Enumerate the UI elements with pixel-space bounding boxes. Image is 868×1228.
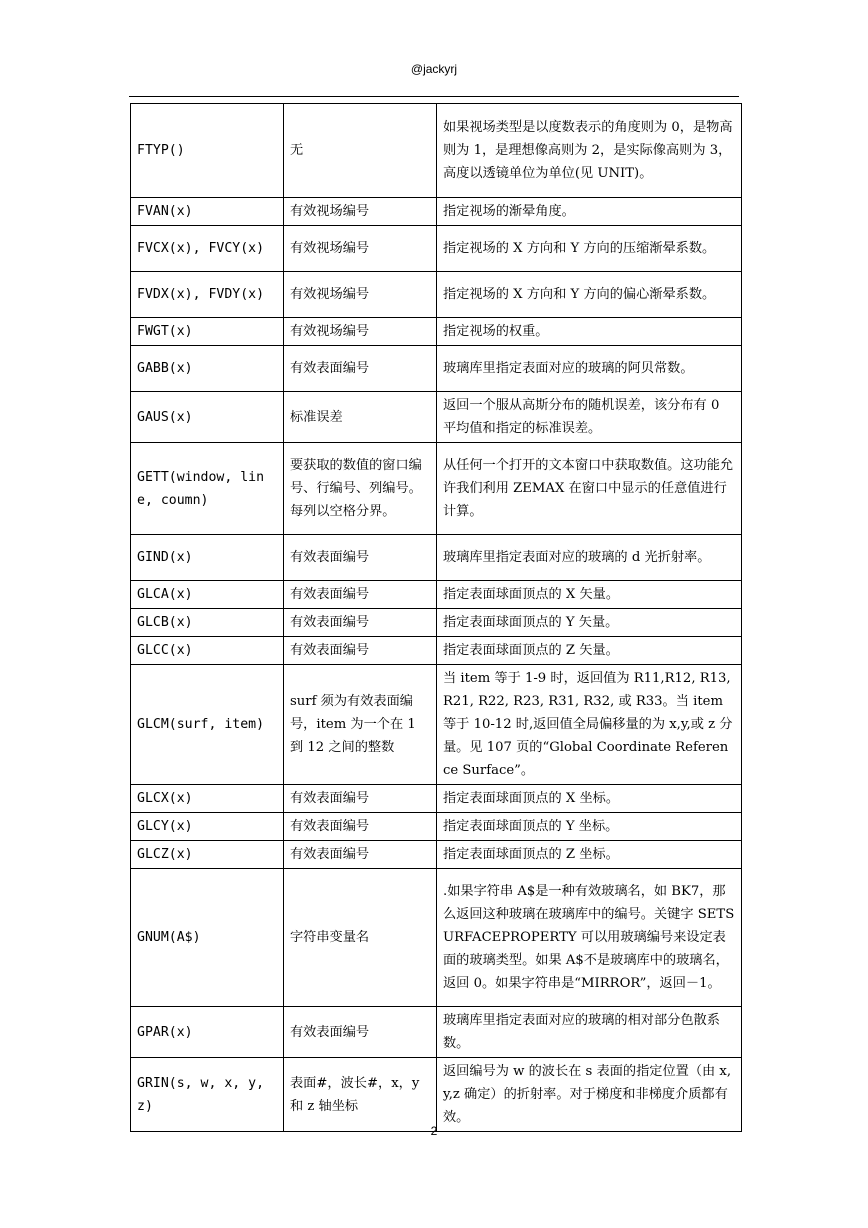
table-row (131, 392, 742, 443)
table-row (131, 1058, 742, 1132)
table-body (131, 104, 742, 1132)
function-name-cell: GLCA(x) (131, 581, 284, 609)
table-row (131, 1007, 742, 1058)
description-cell: 指定视场的权重。 (437, 318, 742, 346)
argument-cell: 有效视场编号 (284, 272, 437, 318)
description-cell: 指定视场的 X 方向和 Y 方向的压缩渐晕系数。 (437, 226, 742, 272)
table-row (131, 104, 742, 198)
header-rule (129, 96, 739, 97)
function-name-cell: GLCZ(x) (131, 841, 284, 869)
table-row (131, 637, 742, 665)
table-row (131, 226, 742, 272)
function-name-cell: FTYP() (131, 104, 284, 198)
function-name-cell: GLCY(x) (131, 813, 284, 841)
argument-cell: 无 (284, 104, 437, 198)
argument-cell: 有效表面编号 (284, 785, 437, 813)
argument-cell: surf 须为有效表面编号，item 为一个在 1 到 12 之间的整数 (284, 665, 437, 785)
table-row (131, 813, 742, 841)
table-row (131, 841, 742, 869)
description-cell: 指定表面球面顶点的 Z 坐标。 (437, 841, 742, 869)
argument-cell: 标准误差 (284, 392, 437, 443)
argument-cell: 有效表面编号 (284, 346, 437, 392)
argument-cell: 有效表面编号 (284, 637, 437, 665)
argument-cell: 有效视场编号 (284, 318, 437, 346)
function-name-cell: FWGT(x) (131, 318, 284, 346)
table-row (131, 869, 742, 1007)
table-row (131, 346, 742, 392)
function-name-cell: GPAR(x) (131, 1007, 284, 1058)
description-cell: 指定表面球面顶点的 Y 坐标。 (437, 813, 742, 841)
description-cell: 指定视场的渐晕角度。 (437, 198, 742, 226)
argument-cell: 字符串变量名 (284, 869, 437, 1007)
function-name-cell: GRIN(s, w, x, y, z) (131, 1058, 284, 1132)
description-cell: 玻璃库里指定表面对应的玻璃的相对部分色散系数。 (437, 1007, 742, 1058)
argument-cell: 要获取的数值的窗口编号、行编号、列编号。 每列以空格分界。 (284, 443, 437, 535)
function-name-cell: GAUS(x) (131, 392, 284, 443)
argument-cell: 表面#，波长#，x，y 和 z 轴坐标 (284, 1058, 437, 1132)
description-cell: 玻璃库里指定表面对应的玻璃的 d 光折射率。 (437, 535, 742, 581)
argument-cell: 有效表面编号 (284, 581, 437, 609)
table-row (131, 581, 742, 609)
function-name-cell: FVDX(x), FVDY(x) (131, 272, 284, 318)
table-row (131, 785, 742, 813)
function-name-cell: GETT(window, line, coumn) (131, 443, 284, 535)
argument-cell: 有效表面编号 (284, 813, 437, 841)
function-name-cell: FVAN(x) (131, 198, 284, 226)
description-cell: 当 item 等于 1-9 时，返回值为 R11,R12, R13, R21, R22, R23, R31, R32, 或 R33。当 item 等于 10-12 时,返回值全局偏移量的为 x,y,或 z 分量。见 107 页的“Global Coordinate Reference Surface”。 (437, 665, 742, 785)
page-header: @jackyrj (410, 62, 458, 76)
argument-cell: 有效表面编号 (284, 1007, 437, 1058)
description-cell: 返回编号为 w 的波长在 s 表面的指定位置（由 x,y,z 确定）的折射率。对于梯度和非梯度介质都有效。 (437, 1058, 742, 1132)
argument-cell: 有效表面编号 (284, 609, 437, 637)
function-name-cell: GIND(x) (131, 535, 284, 581)
description-cell: 指定表面球面顶点的 Z 矢量。 (437, 637, 742, 665)
function-name-cell: FVCX(x), FVCY(x) (131, 226, 284, 272)
description-cell: 返回一个服从高斯分布的随机误差，该分布有 0 平均值和指定的标准误差。 (437, 392, 742, 443)
description-cell: 指定表面球面顶点的 X 坐标。 (437, 785, 742, 813)
description-cell: 指定表面球面顶点的 X 矢量。 (437, 581, 742, 609)
function-name-cell: GABB(x) (131, 346, 284, 392)
function-reference-table (130, 103, 742, 1132)
table-row (131, 443, 742, 535)
description-cell: .如果字符串 A$是一种有效玻璃名，如 BK7，那么返回这种玻璃在玻璃库中的编号。关键字 SETSURFACEPROPERTY 可以用玻璃编号来设定表面的玻璃类型。如果 A$不是玻璃库中的玻璃名，返回 0。如果字符串是“MIRROR”，返回－1。 (437, 869, 742, 1007)
function-name-cell: GLCC(x) (131, 637, 284, 665)
table-row (131, 198, 742, 226)
table-row (131, 609, 742, 637)
page-number: 2 (430, 1124, 438, 1138)
description-cell: 指定视场的 X 方向和 Y 方向的偏心渐晕系数。 (437, 272, 742, 318)
table-row (131, 535, 742, 581)
table-row (131, 272, 742, 318)
argument-cell: 有效表面编号 (284, 535, 437, 581)
function-name-cell: GNUM(A$) (131, 869, 284, 1007)
description-cell: 玻璃库里指定表面对应的玻璃的阿贝常数。 (437, 346, 742, 392)
function-name-cell: GLCX(x) (131, 785, 284, 813)
description-cell: 从任何一个打开的文本窗口中获取数值。这功能允许我们利用 ZEMAX 在窗口中显示的任意值进行计算。 (437, 443, 742, 535)
argument-cell: 有效视场编号 (284, 198, 437, 226)
description-cell: 如果视场类型是以度数表示的角度则为 0，是物高则为 1，是理想像高则为 2，是实际像高则为 3，高度以透镜单位为单位(见 UNIT)。 (437, 104, 742, 198)
function-name-cell: GLCB(x) (131, 609, 284, 637)
description-cell: 指定表面球面顶点的 Y 矢量。 (437, 609, 742, 637)
argument-cell: 有效表面编号 (284, 841, 437, 869)
function-name-cell: GLCM(surf, item) (131, 665, 284, 785)
argument-cell: 有效视场编号 (284, 226, 437, 272)
table-row (131, 665, 742, 785)
table-row (131, 318, 742, 346)
